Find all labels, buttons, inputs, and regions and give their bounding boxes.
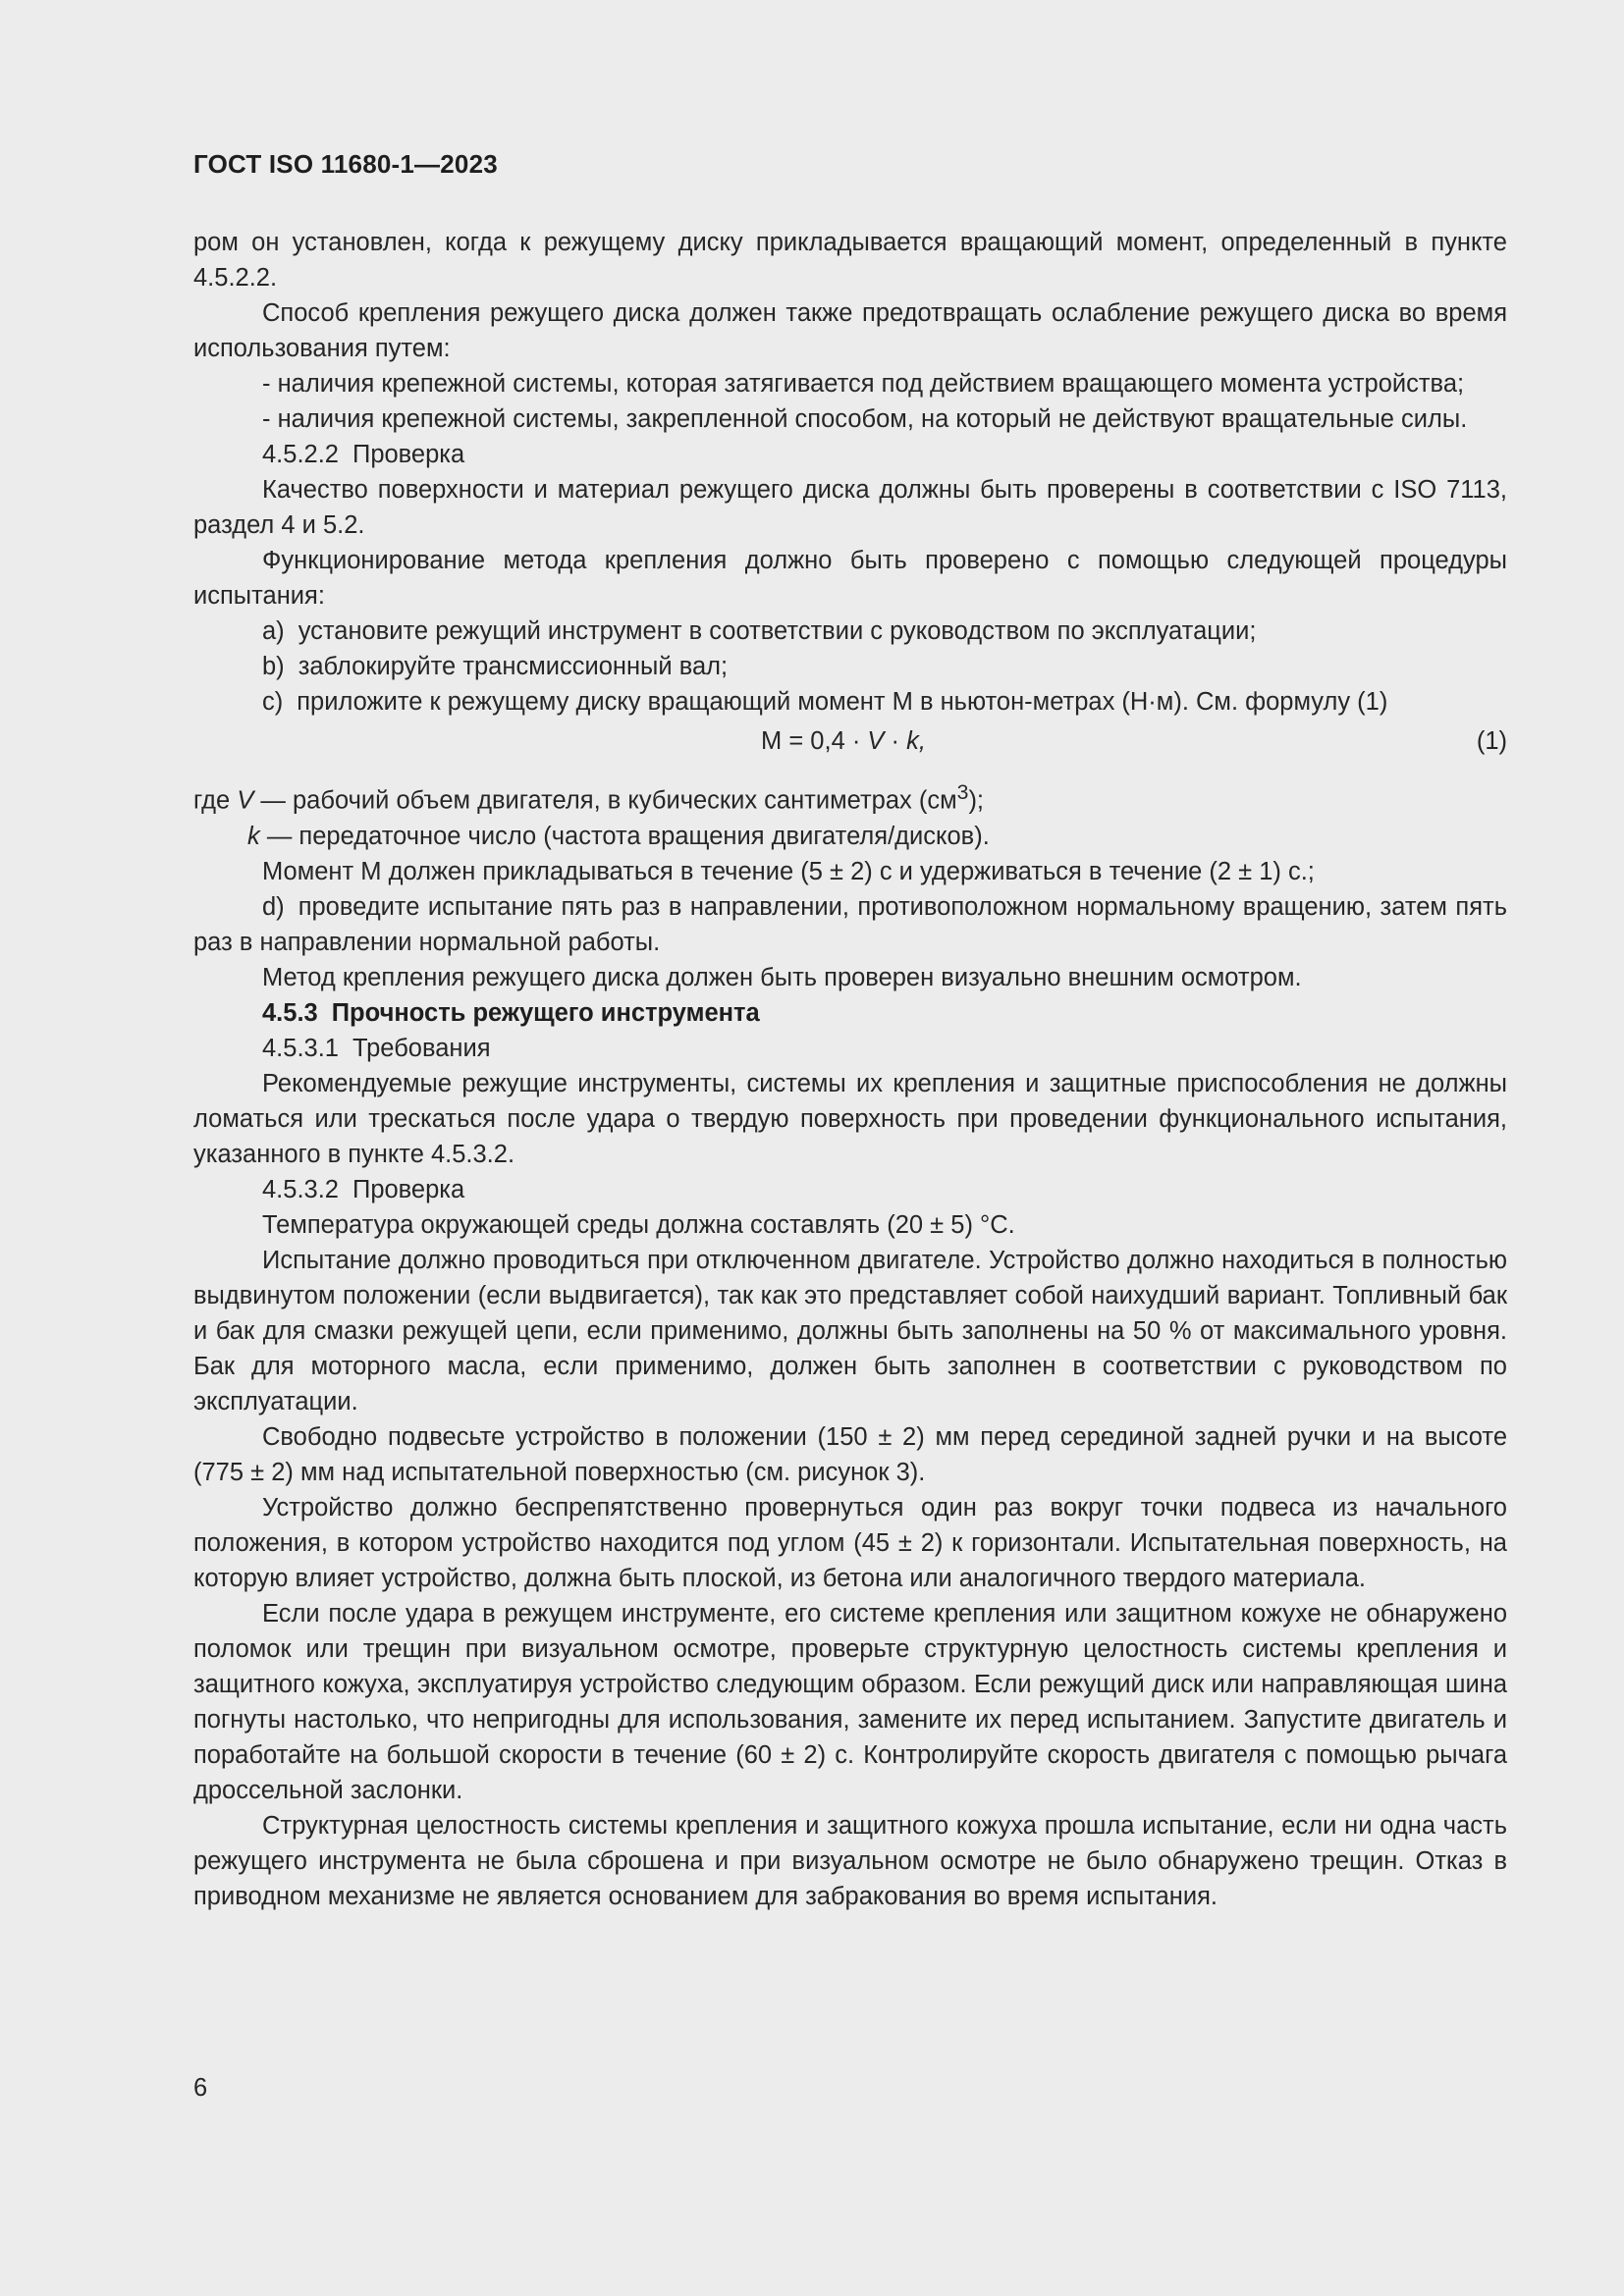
section-title: Проверка [352, 441, 465, 468]
list-label: c) [262, 688, 284, 716]
section-heading [193, 995, 1507, 1031]
where-prefix: где [193, 786, 238, 815]
formula [193, 720, 1507, 774]
formula-where-k [193, 819, 1507, 854]
formula-variable: V [867, 727, 885, 755]
paragraph: Свободно подвесьте устройство в положении (150 ± 2) мм перед серединой задней ручки и на высоте (775 ± 2) мм над испытательной поверхностью (см. рисунок 3). [193, 1422, 1507, 1486]
list-text: приложите к режущему диску вращающий момент М в ньютон-метрах (Н·м). См. формулу (1) [297, 688, 1388, 716]
paragraph: Испытание должно проводиться при отключенном двигателе. Устройство должно находиться в полностью выдвинутом положении (если выдвигается), так как это представляет собой наихудший вариант. Топливный бак и бак для смазки режущей цепи, если применимо, должны быть заполнены на 50 % от максимального уровня. Бак для моторного масла, если применимо, должен быть заполнен в соответствии с руководством по эксплуатации. [193, 1246, 1507, 1415]
list-item [193, 614, 1507, 649]
list-text: проведите испытание пять раз в направлении, противоположном нормальному вращению, затем пять раз в направлении нормальной работы. [193, 892, 1507, 956]
paragraph: Момент М должен прикладываться в течение (5 ± 2) с и удерживаться в течение (2 ± 1) с.; [262, 857, 1315, 885]
paragraph: Если после удара в режущем инструменте, его системе крепления или защитном кожухе не обнаружено поломок или трещин при визуальном осмотре, проверьте структурную целостность системы крепления и защитного кожуха, эксплуатируя устройство следующим образом. Если режущий диск или направляющая шина погнуты настолько, что непригодны для использования, замените их перед испытанием. Запустите двигатель и поработайте на большой скорости в течение (60 ± 2) с. Контролируйте скорость двигателя с помощью рычага дроссельной заслонки. [193, 1599, 1507, 1804]
list-item [193, 889, 1507, 960]
section-title: Требования [352, 1034, 491, 1062]
paragraph: Рекомендуемые режущие инструменты, системы их крепления и защитные приспособления не должны ломаться или трескаться после удара о твердую поверхность при проведении функционального испытания, указанного в пункте 4.5.3.2. [193, 1069, 1507, 1168]
paragraph: Устройство должно беспрепятственно провернуться один раз вокруг точки подвеса из начального положения, в котором устройство находится под углом (45 ± 2) к горизонтали. Испытательная поверхность, на которую влияет устройство, должна быть плоской, из бетона или аналогичного твердого материала. [193, 1493, 1507, 1592]
list-item: - наличия крепежной системы, закрепленной способом, на который не действуют вращательные силы. [262, 405, 1468, 433]
section-title: Прочность режущего инструмента [331, 998, 760, 1027]
page-body [193, 225, 1507, 1914]
list-text: заблокируйте трансмиссионный вал; [298, 653, 729, 680]
list-item [193, 649, 1507, 684]
variable-symbol: V [237, 786, 254, 815]
document-header: ГОСТ ISO 11680-1—2023 [193, 149, 498, 179]
list-item: - наличия крепежной системы, которая затягивается под действием вращающего момента устройства; [262, 370, 1465, 398]
paragraph: Качество поверхности и материал режущего диска должны быть проверены в соответствии с ISO 7113, раздел 4 и 5.2. [193, 476, 1507, 539]
formula-where-v [193, 774, 1507, 819]
list-label: a) [262, 617, 285, 645]
variable-description: — передаточное число (частота вращения двигателя/дисков). [259, 822, 990, 850]
variable-symbol: k [247, 822, 260, 850]
paragraph: Температура окружающей среды должна составлять (20 ± 5) °С. [262, 1210, 1015, 1239]
subsection-heading [193, 1031, 1507, 1066]
subsection-heading [193, 1172, 1507, 1207]
section-number: 4.5.2.2 [262, 441, 339, 468]
page-number: 6 [193, 2074, 208, 2102]
formula-variable: k, [906, 727, 926, 755]
formula-part: · [884, 727, 907, 755]
variable-description: — рабочий объем двигателя, в кубических сантиметрах (см [253, 786, 957, 815]
subsection-heading [193, 437, 1507, 472]
paragraph: Структурная целостность системы крепления и защитного кожуха прошла испытание, если ни одна часть режущего инструмента не была сброшена и при визуальном осмотре не было обнаружено трещин. Отказ в приводном механизме не является основанием для забракования во время испытания. [193, 1811, 1507, 1910]
formula-number: (1) [1476, 727, 1507, 755]
paragraph: Функционирование метода крепления должно быть проверено с помощью следующей процедуры испытания: [193, 547, 1507, 610]
list-item [193, 684, 1507, 720]
paragraph: Способ крепления режущего диска должен также предотвращать ослабление режущего диска во время использования путем: [193, 299, 1507, 362]
section-number: 4.5.3.1 [262, 1034, 339, 1062]
list-text: установите режущий инструмент в соответствии с руководством по эксплуатации; [298, 617, 1257, 645]
list-label: b) [262, 653, 285, 680]
section-number: 4.5.3 [262, 998, 318, 1027]
list-label: d) [262, 892, 285, 921]
paragraph: Метод крепления режущего диска должен быть проверен визуально внешним осмотром. [262, 963, 1302, 991]
formula-part: M = 0,4 · [761, 727, 868, 755]
paragraph: ром он установлен, когда к режущему диску прикладывается вращающий момент, определенный в пункте 4.5.2.2. [193, 229, 1507, 292]
variable-description-end: ); [968, 786, 985, 815]
formula-expression [761, 723, 926, 759]
section-title: Проверка [352, 1175, 465, 1203]
superscript: 3 [956, 780, 969, 804]
section-number: 4.5.3.2 [262, 1175, 339, 1203]
